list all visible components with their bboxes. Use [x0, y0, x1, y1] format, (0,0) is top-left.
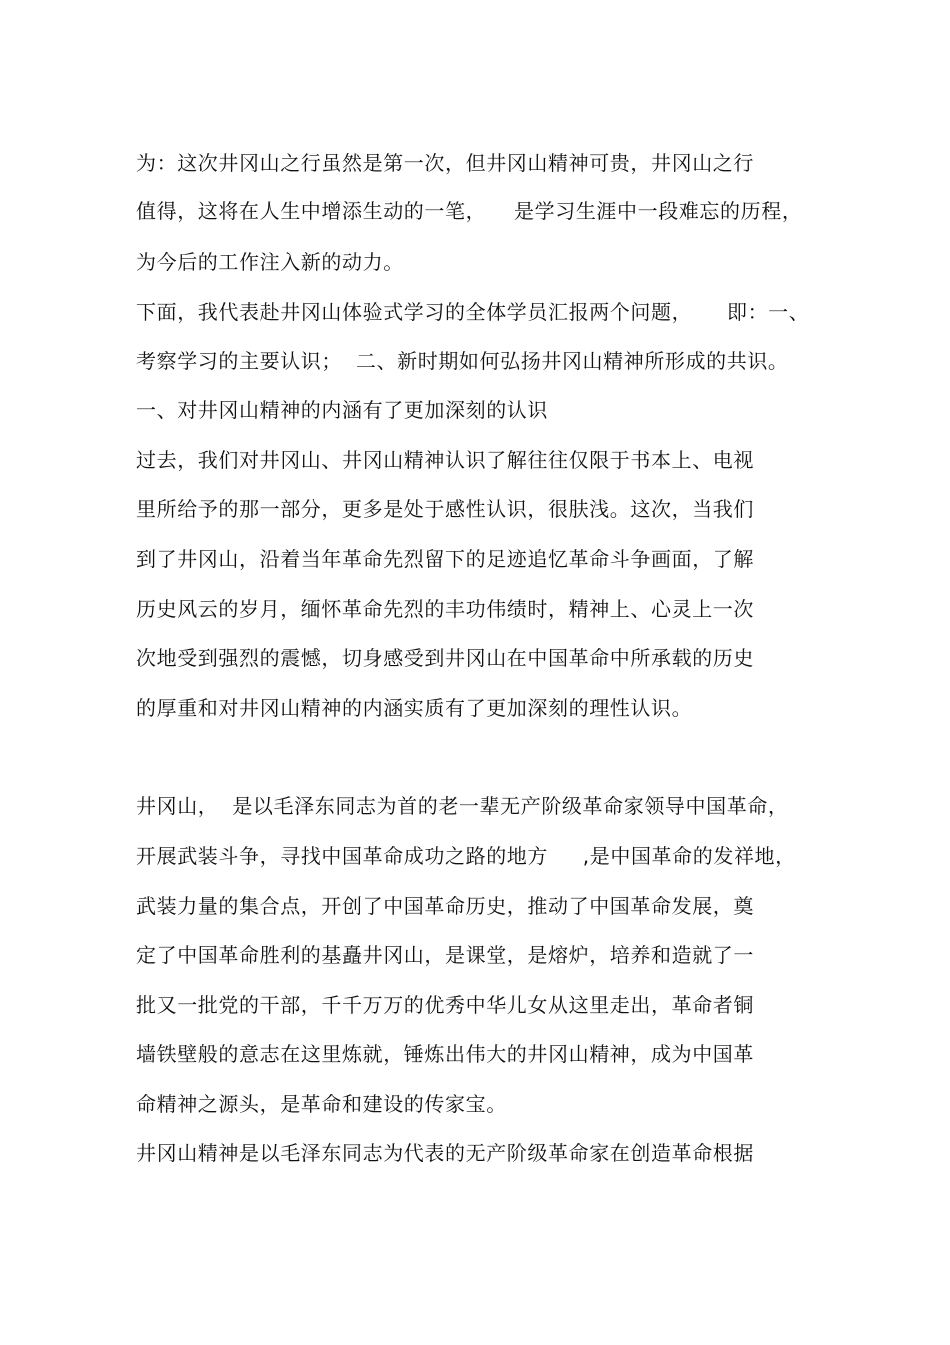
text-line: 次地受到强烈的震憾，切身感受到井冈山在中国革命中所承载的历史	[136, 646, 754, 670]
text-line: 为今后的工作注入新的动力。	[136, 250, 404, 274]
text-line: 定了中国革命胜利的基矗井冈山，是课堂，是熔炉，培养和造就了一	[136, 943, 754, 967]
text-line: 到了井冈山，沿着当年革命先烈留下的足迹追忆革命斗争画面，了解	[136, 547, 754, 571]
text-line: 历史风云的岁月，缅怀革命先烈的丰功伟绩时，精神上、心灵上一次	[136, 597, 754, 621]
text-line: 为：这次井冈山之行虽然是第一次，但井冈山精神可贵，井冈山之行	[136, 151, 754, 175]
text-line: 里所给予的那一部分，更多是处于感性认识，很肤浅。这次，当我们	[136, 497, 754, 521]
text-line: 考察学习的主要认识； 二、新时期如何弘扬井冈山精神所形成的共识。	[136, 349, 789, 373]
text-line: 命精神之源头，是革命和建设的传家宝。	[136, 1092, 507, 1116]
text-line: 过去，我们对井冈山、井冈山精神认识了解往往仅限于书本上、电视	[136, 448, 754, 472]
text-line: 墙铁壁般的意志在这里炼就，锤炼出伟大的井冈山精神，成为中国革	[136, 1042, 754, 1066]
text-line: 下面，我代表赴井冈山体验式学习的全体学员汇报两个问题， 即：一、	[136, 300, 810, 324]
section-heading: 一、对井冈山精神的内涵有了更加深刻的认识	[136, 398, 548, 422]
text-line: 值得，这将在人生中增添生动的一笔， 是学习生涯中一段难忘的历程，	[136, 199, 803, 223]
text-line: 批又一批党的干部，千千万万的优秀中华儿女从这里走出，革命者铜	[136, 993, 754, 1017]
text-line: 井冈山精神是以毛泽东同志为代表的无产阶级革命家在创造革命根据	[136, 1141, 754, 1165]
text-line: 井冈山， 是以毛泽东同志为首的老一辈无产阶级革命家领导中国革命，	[136, 794, 789, 818]
text-line: 的厚重和对井冈山精神的内涵实质有了更加深刻的理性认识。	[136, 696, 693, 720]
text-line: 开展武装斗争，寻找中国革命成功之路的地方 ,是中国革命的发祥地，	[136, 844, 796, 868]
text-line: 武装力量的集合点，开创了中国革命历史，推动了中国革命发展，奠	[136, 894, 754, 918]
